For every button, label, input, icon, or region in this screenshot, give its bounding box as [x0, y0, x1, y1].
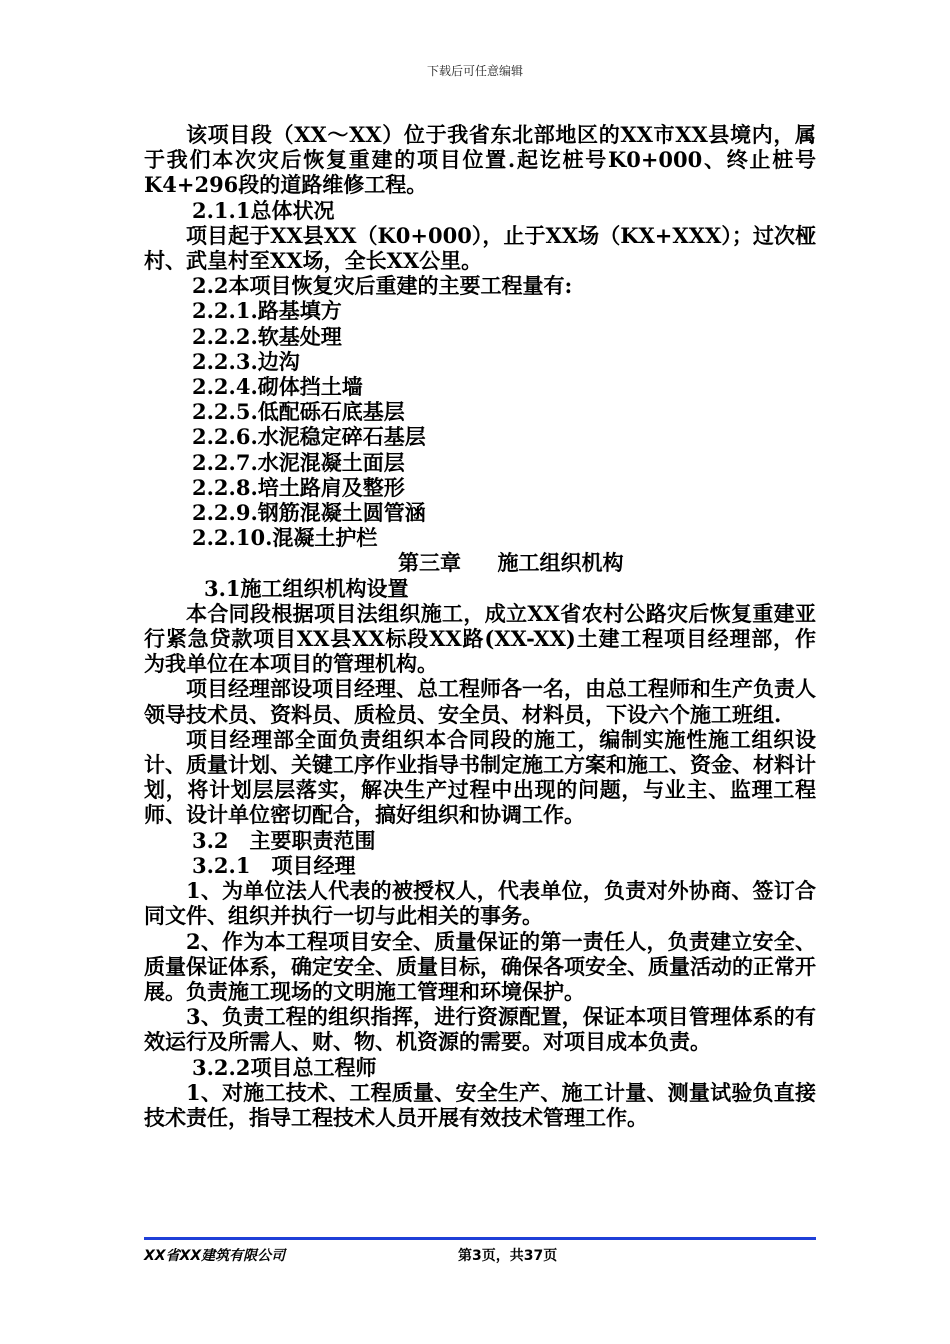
section-heading-3-2-1: 3.2.1 项目经理: [192, 852, 356, 878]
section-heading-2-2: 2.2本项目恢复灾后重建的主要工程量有:: [192, 273, 573, 299]
paragraph-org-duties: 项目经理部全面负责组织本合同段的施工，编制实施性施工组织设计、质量计划、关键工序作业指导书制定施工方案和施工、资金、材料计划，将计划层层落实，解决生产过程中出现的问题，与业主、监理工程师、设计单位密切配合，搞好组织和协调工作。: [144, 726, 816, 828]
paragraph-project-location: 该项目段（XX～XX）位于我省东北部地区的XX市XX县境内，属于我们本次灾后恢复重建的项目位置.起讫桩号K0+000、终止桩号K4+296段的道路维修工程。: [144, 122, 816, 198]
section-heading-3-1: 3.1施工组织机构设置: [204, 575, 409, 601]
paragraph-project-extent: 项目起于XX县XX（K0+000），止于XX场（KX+XXX）；过次桠村、武皇村至XX场，全长XX公里。: [144, 222, 816, 274]
paragraph-chief-engineer-duty-1: 1、对施工技术、工程质量、安全生产、施工计量、测量试验负直接技术责任，指导工程技术人员开展有效技术管理工作。: [144, 1079, 816, 1130]
section-heading-2-1-1: 2.1.1总体状况: [192, 197, 335, 223]
list-item: 2.2.7.水泥混凝土面层: [192, 449, 405, 475]
paragraph-org-setup: 本合同段根据项目法组织施工，成立XX省农村公路灾后恢复重建亚行紧急贷款项目XX县XX标段XX路(XX-XX)土建工程项目经理部，作为我单位在本项目的管理机构。: [144, 600, 816, 677]
paragraph-manager-duty-2: 2、作为本工程项目安全、质量保证的第一责任人，负责建立安全、质量保证体系，确定安全、质量目标，确保各项安全、质量活动的正常开展。负责施工现场的文明施工管理和环境保护。: [144, 928, 816, 1004]
footer-rule: [144, 1237, 816, 1240]
footer-page-info: 第3页，共37页: [458, 1248, 558, 1264]
list-item: 2.2.1.路基填方: [192, 298, 342, 324]
paragraph-manager-duty-1: 1、为单位法人代表的被授权人，代表单位，负责对外协商、签订合同文件、组织并执行一切与此相关的事务。: [144, 878, 816, 929]
list-item: 2.2.10.混凝土护栏: [192, 525, 378, 551]
section-heading-3-2-2: 3.2.2项目总工程师: [192, 1054, 377, 1080]
footer-company: XX省XX建筑有限公司: [144, 1248, 286, 1264]
paragraph-manager-duty-3: 3、负责工程的组织指挥，进行资源配置，保证本项目管理体系的有效运行及所需人、财、物、机资源的需要。对项目成本负责。: [144, 1004, 816, 1055]
list-item: 2.2.9.钢筋混凝土圆管涵: [192, 500, 426, 526]
document-body: [144, 122, 816, 1130]
paragraph-org-staff: 项目经理部设项目经理、总工程师各一名，由总工程师和生产负责人领导技术员、资料员、质检员、安全员、材料员，下设六个施工班组.: [144, 676, 816, 727]
list-item: 2.2.5.低配砾石底基层: [192, 399, 405, 425]
list-item: 2.2.3.边沟: [192, 348, 300, 374]
page-footer: [144, 1245, 816, 1267]
section-heading-3-2: 3.2 主要职责范围: [192, 827, 376, 853]
list-item: 2.2.2.软基处理: [192, 323, 342, 349]
list-item: 2.2.6.水泥稳定碎石基层: [192, 424, 426, 450]
page-header-note: 下载后可任意编辑: [426, 64, 523, 78]
list-item: 2.2.4.砌体挡土墙: [192, 374, 363, 400]
chapter-title: 第三章 施工组织机构: [398, 550, 624, 576]
list-item: 2.2.8.培土路肩及整形: [192, 474, 405, 500]
